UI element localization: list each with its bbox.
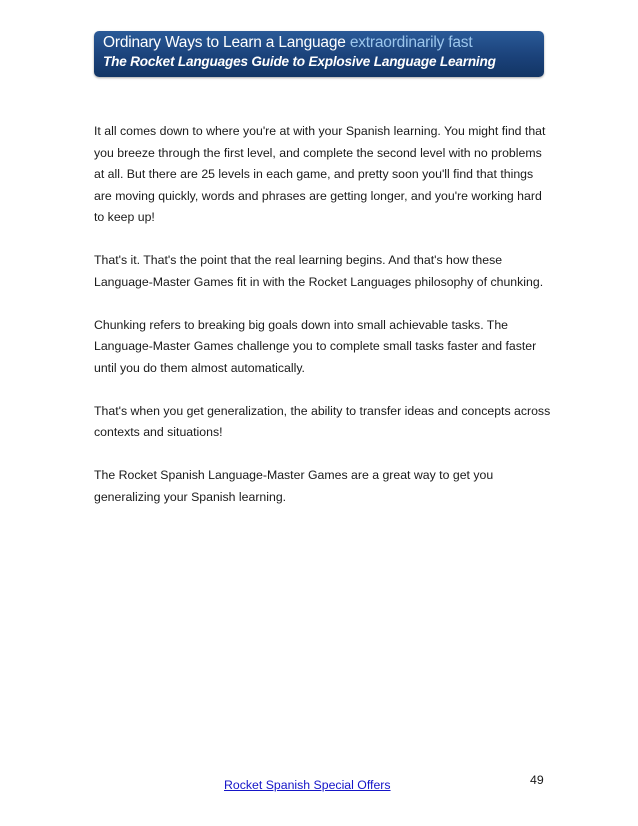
paragraph-3: Chunking refers to breaking big goals down into small achievable tasks. The Language-Master Games challenge you to complete small tasks faster and faster until you do them almost automatically. <box>94 317 537 375</box>
special-offers-link[interactable]: Rocket Spanish Special Offers <box>224 778 391 792</box>
banner-title-main: Ordinary Ways to Learn a Language <box>103 34 346 51</box>
paragraph-1: It all comes down to where you're at with your Spanish learning. You might find that you breeze through the first level, and complete the second level with no problems at all. But there are 25 levels in each game, and pretty soon you'll find that things are moving quickly, words and phrases are getting longer, and you're working hard to keep up! <box>94 124 546 224</box>
paragraph-4: That's when you get generalization, the ability to transfer ideas and concepts across contexts and situations! <box>94 403 551 439</box>
banner-title-accent: extraordinarily fast <box>349 34 473 51</box>
body-text <box>94 121 554 530</box>
banner-subtitle: The Rocket Languages Guide to Explosive Language Learning <box>103 54 496 69</box>
banner-title <box>103 34 472 52</box>
paragraph-5: The Rocket Spanish Language-Master Games are a great way to get you generalizing your Spanish learning. <box>94 468 494 504</box>
paragraph-2: That's it. That's the point that the real learning begins. And that's how these Language-Master Games fit in with the Rocket Languages philosophy of chunking. <box>94 253 544 289</box>
page-number: 49 <box>530 773 544 787</box>
header-banner <box>94 31 544 77</box>
